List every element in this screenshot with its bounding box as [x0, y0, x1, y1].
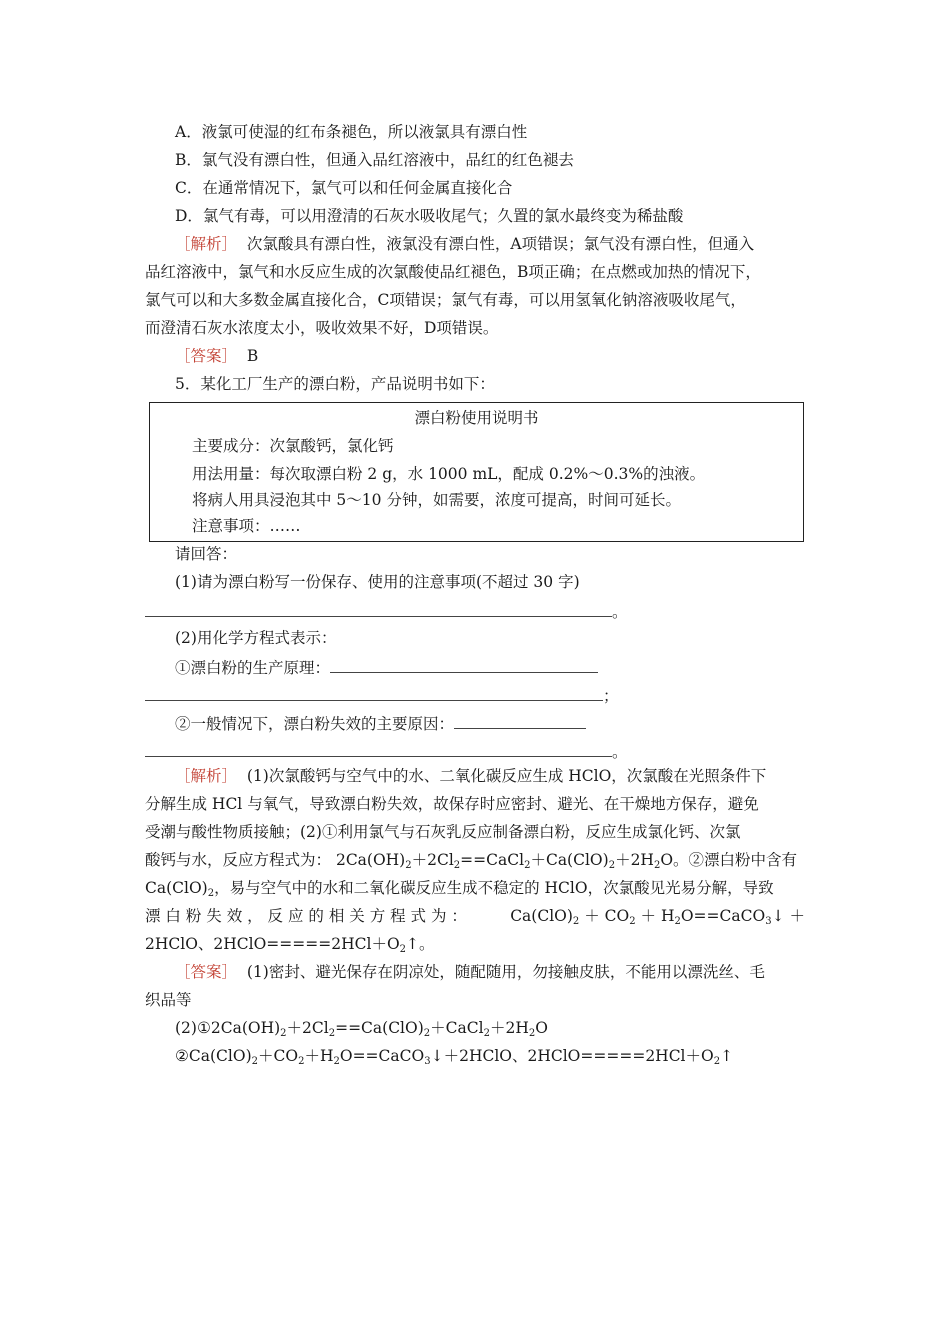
punct: 。	[612, 603, 628, 621]
punct: ；	[603, 687, 619, 705]
option-c: C．在通常情况下，氯气可以和任何金属直接化合	[175, 179, 513, 197]
answer-blank[interactable]	[454, 712, 586, 729]
answer-blank[interactable]	[145, 600, 612, 617]
question-5-stem: 5．某化工厂生产的漂白粉，产品说明书如下：	[175, 375, 495, 393]
analysis-text-part: 。②漂白粉中含有	[673, 851, 798, 869]
answer-blank[interactable]	[145, 684, 603, 701]
q5-answer-line	[175, 962, 765, 984]
punct: 。	[419, 935, 435, 953]
answer-text: 织品等	[145, 991, 192, 1009]
sub-question-2b-text: ②一般情况下，漂白粉失效的主要原因：	[175, 715, 455, 733]
answer-blank[interactable]	[330, 656, 598, 673]
option-a: A．液氯可使湿的红布条褪色，所以液氯具有漂白性	[175, 123, 528, 141]
answer-tag: ［答案］	[175, 963, 238, 981]
analysis-text	[145, 850, 797, 872]
answer-text: (1)密封、避光保存在阴凉处，随配随用，勿接触皮肤，不能用以漂洗丝、毛	[246, 963, 765, 981]
q5-analysis-line	[175, 766, 766, 788]
sub-question-1: (1)请为漂白粉写一份保存、使用的注意事项(不超过 30 字)	[175, 573, 580, 591]
sub-question-2b	[175, 712, 586, 734]
instruction-box	[149, 402, 804, 542]
option-d: D．氯气有毒，可以用澄清的石灰水吸收尾气；久置的氯水最终变为稀盐酸	[175, 207, 684, 225]
punct: 。	[612, 743, 628, 761]
analysis-tag: ［解析］	[175, 767, 238, 785]
answer-blank[interactable]	[145, 740, 612, 757]
answer-text: B	[246, 347, 259, 365]
sub-question-2a-text: ①漂白粉的生产原理：	[175, 659, 331, 677]
answer-blank-line[interactable]	[145, 600, 628, 622]
prompt: 请回答：	[175, 545, 238, 563]
analysis-text: 受潮与酸性物质接触；(2)①利用氯气与石灰乳反应制备漂白粉，反应生成氯化钙、次氯	[145, 823, 741, 841]
analysis-text: (1)次氯酸钙与空气中的水、二氧化碳反应生成 HClO，次氯酸在光照条件下	[246, 767, 767, 785]
q4-answer-line	[175, 346, 258, 368]
answer-blank-line[interactable]	[145, 684, 619, 706]
instruction-line: 用法用量：每次取漂白粉 2 g，水 1000 mL，配成 0.2%～0.3%的浊液。	[192, 465, 706, 483]
analysis-text	[145, 878, 774, 900]
analysis-tag: ［解析］	[175, 235, 238, 253]
instruction-line: 注意事项：……	[192, 517, 301, 535]
analysis-text: 次氯酸具有漂白性，液氯没有漂白性，A项错误；氯气没有漂白性，但通入	[246, 235, 755, 253]
analysis-text-part: 漂 白 粉 失 效 ， 反 应 的 相 关 方 程 式 为 ：	[145, 907, 467, 925]
sub-question-2: (2)用化学方程式表示：	[175, 629, 337, 647]
answer-tag: ［答案］	[175, 347, 238, 365]
analysis-text-part: 酸钙与水，反应方程式为：	[145, 851, 332, 869]
answer-blank-line[interactable]	[145, 740, 628, 762]
instruction-line: 将病人用具浸泡其中 5～10 分钟，如需要，浓度可提高，时间可延长。	[192, 491, 681, 509]
analysis-text	[145, 906, 805, 928]
equation: $2Ca(OH)_2+2Cl_2==CaCl_2+Ca(ClO)_2+2H_2O$	[335, 851, 674, 871]
analysis-text-part: ，易与空气中的水和二氧化碳反应生成不稳定的 HClO，次氯酸见光易分解，导致	[214, 879, 774, 897]
analysis-text: 氯气可以和大多数金属直接化合，C项错误；氯气有毒，可以用氢氧化钠溶液吸收尾气，	[145, 291, 746, 309]
formula: $Ca(ClO)_2$	[145, 879, 215, 899]
equation-line	[145, 934, 435, 956]
analysis-text: 分解生成 HCl 与氧气，导致漂白粉失效，故保存时应密封、避光、在干燥地方保存，避免	[145, 795, 759, 813]
analysis-text: 而澄清石灰水浓度太小，吸收效果不好，D项错误。	[145, 319, 499, 337]
answer-equation-2: $②Ca(ClO)_2+CO_2+H_2O==CaCO_3↓+2HClO$、$2HClO=====2HCl+O_2↑$	[175, 1047, 734, 1067]
option-b: B．氯气没有漂白性，但通入品红溶液中，品红的红色褪去	[175, 151, 574, 169]
equation: $Ca(ClO)_2 + CO_2$ ＋ $H_2O==CaCO_3↓$ ＋	[510, 907, 805, 927]
analysis-text: 品红溶液中，氯气和水反应生成的次氯酸使品红褪色，B项正确；在点燃或加热的情况下，	[145, 263, 761, 281]
answer-equation-1: $(2)①2Ca(OH)_2+2Cl_2==Ca(ClO)_2+CaCl_2+2H_2O$	[175, 1019, 548, 1039]
q4-analysis-line	[175, 234, 754, 256]
sub-question-2a	[175, 656, 598, 678]
equation: 2HClO、$2HClO=====2HCl+O_2↑$	[145, 935, 420, 955]
instruction-line: 主要成分：次氯酸钙，氯化钙	[192, 437, 394, 455]
instruction-title: 漂白粉使用说明书	[414, 409, 539, 427]
